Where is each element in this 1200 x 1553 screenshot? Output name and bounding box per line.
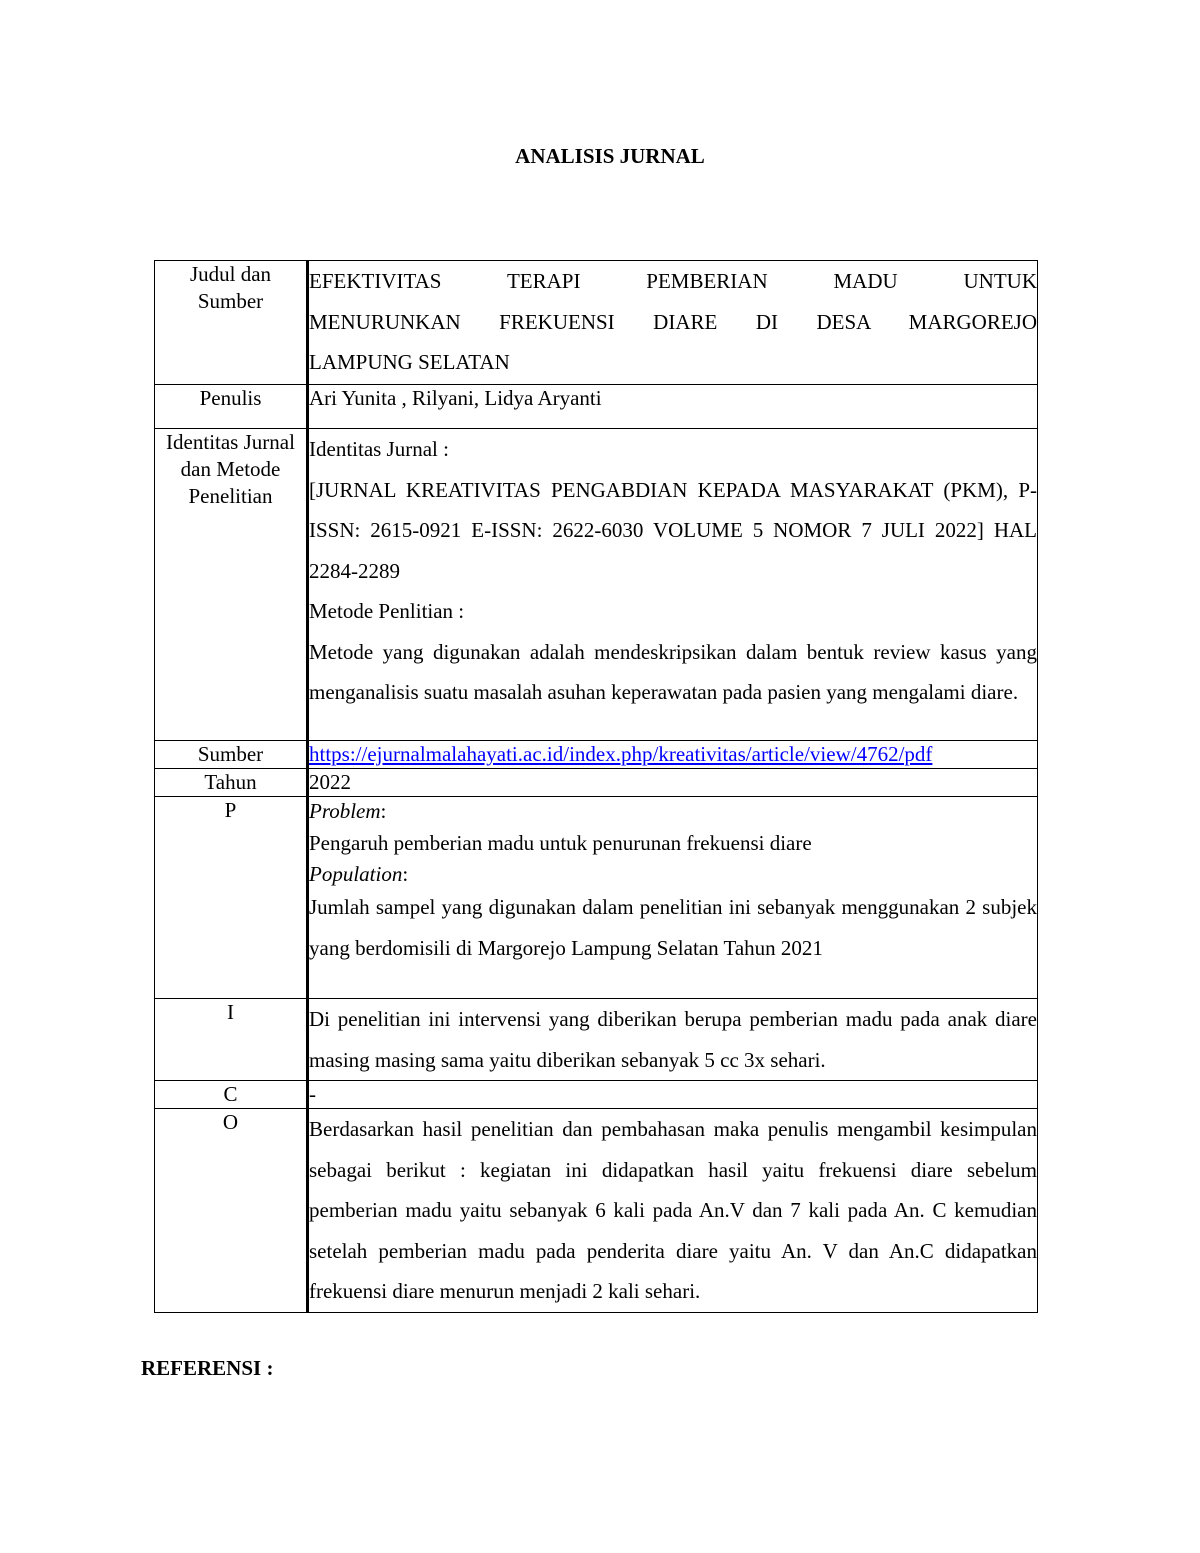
analysis-table [154, 260, 1038, 1313]
label-judul: Judul dan Sumber [155, 261, 308, 385]
row-i [155, 999, 1038, 1081]
identitas-content [308, 429, 1038, 741]
row-c [155, 1081, 1038, 1109]
label-penulis: Penulis [155, 385, 308, 429]
problem-text: Pengaruh pemberian madu untuk penurunan frekuensi diare [309, 831, 812, 855]
c-value: - [308, 1081, 1038, 1109]
row-judul [155, 261, 1038, 385]
label-sumber: Sumber [155, 741, 308, 769]
row-o [155, 1109, 1038, 1313]
penulis-value: Ari Yunita , Rilyani, Lidya Aryanti [308, 385, 1038, 429]
identitas-jurnal-heading: Identitas Jurnal : [309, 437, 449, 461]
identitas-jurnal-text: [JURNAL KREATIVITAS PENGABDIAN KEPADA MASYARAKAT (PKM), P-ISSN: 2615-0921 E-ISSN: 2622-6030 VOLUME 5 NOMOR 7 JULI 2022] HAL 2284-2289 [309, 477, 1037, 583]
population-text: Jumlah sampel yang digunakan dalam penelitian ini sebanyak menggunakan 2 subjek yang berdomisili di Margorejo Lampung Selatan Tahun 2021 [309, 895, 1037, 960]
problem-heading: Problem [309, 799, 381, 823]
label-p: P [155, 797, 308, 999]
label-identitas: Identitas Jurnal dan Metode Penelitian [155, 429, 308, 741]
document-title: ANALISIS JURNAL [515, 144, 705, 168]
metode-heading: Metode Penlitian : [309, 599, 465, 623]
label-tahun: Tahun [155, 769, 308, 797]
judul-line-3: LAMPUNG SELATAN [309, 350, 510, 374]
tahun-value: 2022 [308, 769, 1038, 797]
metode-text: Metode yang digunakan adalah mendeskripsikan dalam bentuk review kasus yang menganalisis suatu masalah asuhan keperawatan pada pasien yang mengalami diare. [309, 639, 1037, 704]
problem-heading-line: Problem: [309, 799, 387, 823]
references-heading: REFERENSI : [141, 1356, 274, 1380]
row-identitas [155, 429, 1038, 741]
row-p [155, 797, 1038, 999]
label-i: I [155, 999, 308, 1081]
label-c: C [155, 1081, 308, 1109]
row-penulis [155, 385, 1038, 429]
population-heading-line: Population: [309, 862, 409, 886]
sumber-cell [308, 741, 1038, 769]
o-value: Berdasarkan hasil penelitian dan pembahasan maka penulis mengambil kesimpulan sebagai berikut : kegiatan ini didapatkan hasil yaitu frekuensi diare sebelum pemberian madu yaitu sebanyak 6 kali pada An.V dan 7 kali pada An. C kemudian setelah pemberian madu pada penderita diare yaitu An. V dan An.C didapatkan frekuensi diare menurun menjadi 2 kali sehari. [308, 1109, 1038, 1313]
judul-line-1: EFEKTIVITAS TERAPI PEMBERIAN MADU UNTUK [309, 269, 1037, 293]
row-tahun [155, 769, 1038, 797]
sumber-link[interactable]: https://ejurnalmalahayati.ac.id/index.php/kreativitas/article/view/4762/pdf [309, 742, 933, 766]
row-sumber [155, 741, 1038, 769]
judul-content [308, 261, 1038, 385]
population-heading: Population [309, 862, 403, 886]
label-o: O [155, 1109, 308, 1313]
judul-line-2: MENURUNKAN FREKUENSI DIARE DI DESA MARGOREJO [309, 309, 1037, 334]
i-value: Di penelitian ini intervensi yang diberikan berupa pemberian madu pada anak diare masing masing sama yaitu diberikan sebanyak 5 cc 3x sehari. [308, 999, 1038, 1081]
p-content [308, 797, 1038, 999]
